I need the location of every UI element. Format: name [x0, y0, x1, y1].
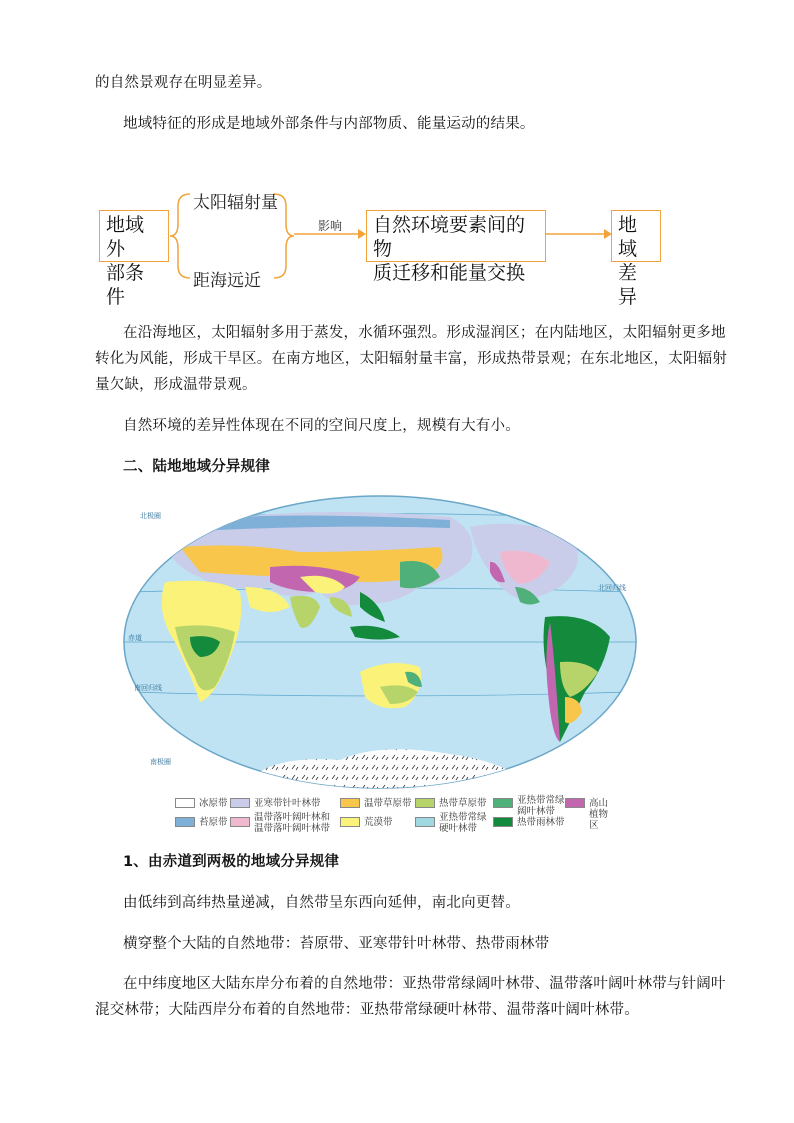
legend-tundra: 苔原带: [199, 817, 228, 828]
box-external-line1: 地域外: [106, 214, 145, 260]
paragraph-coastal-line2: 转化为风能，形成干旱区。在南方地区，太阳辐射量丰富，形成热带景观；在东北地区，太阳辐射: [95, 351, 728, 367]
paragraph-cross-continent: 横穿整个大陆的自然地带：苔原带、亚寒带针叶林带、热带雨林带: [123, 936, 550, 952]
legend-swatch-desert: [340, 817, 360, 827]
legend-swatch-ice: [175, 798, 195, 808]
paragraph-latitudinal: 由低纬到高纬热量递减，自然带呈东西向延伸，南北向更替。: [123, 895, 520, 911]
world-natural-zones-map: [120, 492, 640, 822]
paragraph-coastal-line3: 量欠缺，形成温带景观。: [95, 377, 257, 393]
arrow-result: [546, 228, 612, 240]
box-difference-line1: 地域: [618, 214, 638, 260]
label-tropic-south: 南回归线: [134, 684, 162, 692]
legend-ice: 冰原带: [199, 798, 228, 809]
legend-swatch-savanna: [415, 798, 435, 808]
influence-label: 影响: [318, 219, 343, 233]
factor-distance-sea: 距海远近: [193, 271, 261, 291]
label-arctic-circle: 北极圈: [140, 512, 161, 520]
legend-swatch-tundra: [175, 817, 195, 827]
box-regional-difference: [611, 210, 661, 308]
paragraph-coastal-line1: 在沿海地区，太阳辐射多用于蒸发，水循环强烈。形成湿润区；在内陆地区，太阳辐射更多地: [123, 325, 726, 341]
box-exchange-line1: 自然环境要素间的物: [373, 214, 526, 260]
box-external-conditions: [99, 210, 169, 308]
box-difference-line2: 差异: [618, 262, 638, 308]
paragraph-east-west-line2: 混交林带；大陆西岸分布着的自然地带：亚热带常绿硬叶林带、温带落叶阔叶林带。: [95, 1002, 639, 1018]
box-external-line2: 部条件: [106, 262, 145, 308]
legend-savanna: 热带草原带: [439, 798, 487, 809]
paragraph-intro-end: 的自然景观存在明显差异。: [95, 75, 272, 91]
legend-swatch-steppe: [340, 798, 360, 808]
box-material-energy-exchange: [366, 210, 546, 284]
legend-evergreen-broadleaf: 亚热带常绿阔叶林带: [517, 795, 565, 817]
legend-temperate-forest: 温带落叶阔叶林和温带落叶阔叶林带: [254, 812, 331, 834]
arrow-influence: [294, 228, 366, 240]
legend-swatch-evergreen-broadleaf: [493, 798, 513, 808]
legend-swatch-alpine: [565, 798, 585, 808]
legend-desert: 荒漠带: [364, 817, 393, 828]
legend-steppe: 温带草原带: [364, 798, 412, 809]
legend-taiga: 亚寒带针叶林带: [254, 798, 321, 809]
section-heading: 二、陆地地域分异规律: [123, 459, 270, 475]
legend-swatch-temperate-forest: [230, 817, 250, 827]
legend-swatch-sclerophyll: [415, 817, 435, 827]
legend-sclerophyll: 亚热带常绿硬叶林带: [439, 812, 487, 834]
box-exchange-line2: 质迁移和能量交换: [373, 262, 526, 284]
paragraph-east-west-line1: 在中纬度地区大陆东岸分布着的自然地带：亚热带常绿阔叶林带、温带落叶阔叶林带与针阔叶: [123, 976, 726, 992]
legend-alpine: 高山植物区: [589, 798, 609, 831]
legend-swatch-taiga: [230, 798, 250, 808]
label-tropic-north: 北回归线: [598, 584, 626, 592]
legend-rainforest: 热带雨林带: [517, 817, 565, 828]
subsection-heading: 1、由赤道到两极的地域分异规律: [123, 854, 340, 870]
factor-solar-radiation: 太阳辐射量: [193, 193, 278, 213]
label-antarctic-circle: 南极圈: [150, 758, 171, 766]
legend-swatch-rainforest: [493, 817, 513, 827]
label-equator: 赤道: [128, 634, 142, 642]
paragraph-formation: 地域特征的形成是地域外部条件与内部物质、能量运动的结果。: [123, 116, 535, 132]
paragraph-scale: 自然环境的差异性体现在不同的空间尺度上，规模有大有小。: [123, 418, 520, 434]
